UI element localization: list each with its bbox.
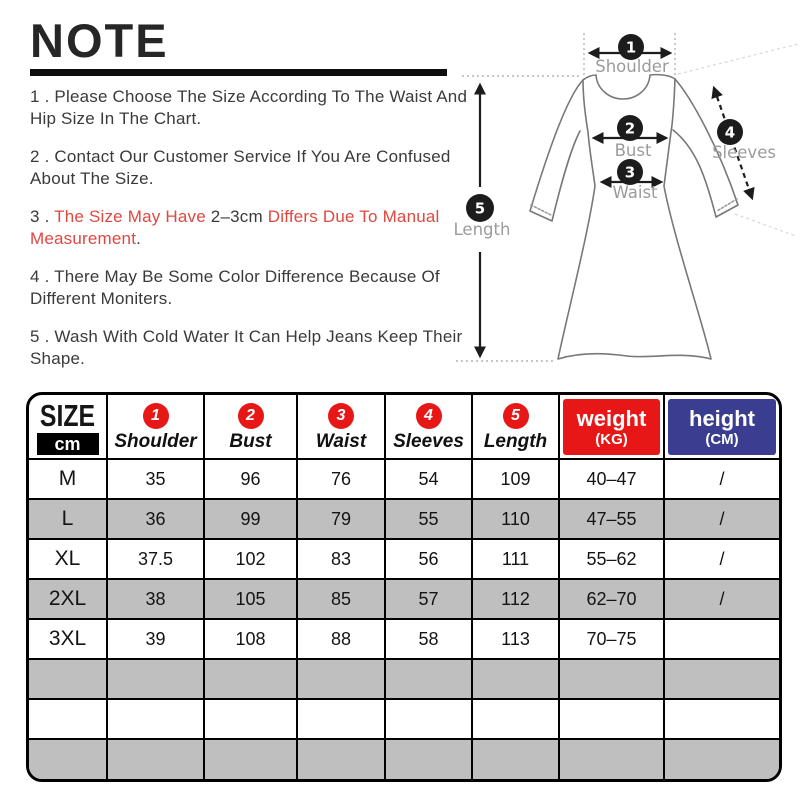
table-cell xyxy=(297,699,385,739)
table-cell: 85 xyxy=(297,579,385,619)
table-cell: 57 xyxy=(385,579,472,619)
table-cell xyxy=(385,699,472,739)
table-cell: 39 xyxy=(107,619,204,659)
table-cell xyxy=(204,659,297,699)
table-cell: 110 xyxy=(472,499,559,539)
table-cell: / xyxy=(664,459,779,499)
note-item-5: 5 . Wash With Cold Water It Can Help Jeans Keep Their Shape. xyxy=(30,327,463,368)
table-cell: 36 xyxy=(107,499,204,539)
weight-header-box: weight (KG) xyxy=(563,399,660,455)
sleeves-label: Sleeves xyxy=(712,143,776,162)
table-cell xyxy=(664,619,779,659)
svg-text:2: 2 xyxy=(624,119,636,138)
table-cell: 56 xyxy=(385,539,472,579)
size-cell: XL xyxy=(29,539,107,579)
note-section xyxy=(30,16,470,386)
table-cell xyxy=(664,659,779,699)
table-cell xyxy=(297,659,385,699)
table-cell xyxy=(385,659,472,699)
table-row xyxy=(29,539,779,579)
col-header-length: 5 Length xyxy=(472,395,559,459)
size-table xyxy=(29,395,779,779)
table-cell: 70–75 xyxy=(559,619,664,659)
table-cell xyxy=(559,659,664,699)
table-cell xyxy=(472,659,559,699)
col-header-weight xyxy=(559,395,664,459)
table-cell xyxy=(472,739,559,779)
bust-label: Bust xyxy=(614,141,652,160)
note-list xyxy=(30,86,470,370)
table-cell xyxy=(107,699,204,739)
table-cell xyxy=(204,739,297,779)
table-cell: 102 xyxy=(204,539,297,579)
note-underline xyxy=(30,69,447,76)
table-cell: 76 xyxy=(297,459,385,499)
table-cell xyxy=(664,739,779,779)
table-cell: 113 xyxy=(472,619,559,659)
svg-text:3: 3 xyxy=(624,163,636,182)
size-cell xyxy=(29,659,107,699)
size-table-head xyxy=(29,395,779,459)
table-cell: 105 xyxy=(204,579,297,619)
dress-measurement-diagram xyxy=(430,0,800,390)
size-cell xyxy=(29,699,107,739)
size-cell: 3XL xyxy=(29,619,107,659)
size-cell: M xyxy=(29,459,107,499)
table-cell: 62–70 xyxy=(559,579,664,619)
size-table-wrap xyxy=(26,392,782,782)
table-row xyxy=(29,699,779,739)
table-cell: / xyxy=(664,539,779,579)
column-number-badge: 2 xyxy=(238,403,264,429)
svg-text:4: 4 xyxy=(724,123,736,142)
svg-text:1: 1 xyxy=(625,38,637,57)
table-cell: / xyxy=(664,499,779,539)
note-item-2: 2 . Contact Our Customer Service If You Are Confused About The Size. xyxy=(30,147,451,188)
table-cell: 47–55 xyxy=(559,499,664,539)
table-cell: 38 xyxy=(107,579,204,619)
table-cell xyxy=(385,739,472,779)
col-header-shoulder: 1 Shoulder xyxy=(107,395,204,459)
table-cell xyxy=(204,699,297,739)
table-cell xyxy=(664,699,779,739)
table-row xyxy=(29,739,779,779)
table-cell xyxy=(472,699,559,739)
note-title: NOTE xyxy=(30,14,169,67)
table-row xyxy=(29,499,779,539)
table-cell: 109 xyxy=(472,459,559,499)
waist-label: Waist xyxy=(612,183,658,202)
table-cell: 40–47 xyxy=(559,459,664,499)
length-label: Length xyxy=(453,220,511,239)
shoulder-label: Shoulder xyxy=(595,57,669,76)
height-header-box: height (CM) xyxy=(668,399,776,455)
table-cell: 79 xyxy=(297,499,385,539)
table-row xyxy=(29,459,779,499)
table-cell: 96 xyxy=(204,459,297,499)
table-row xyxy=(29,579,779,619)
column-number-badge: 3 xyxy=(328,403,354,429)
table-cell xyxy=(559,739,664,779)
table-cell: 83 xyxy=(297,539,385,579)
table-cell: 37.5 xyxy=(107,539,204,579)
table-cell: 108 xyxy=(204,619,297,659)
size-cell: 2XL xyxy=(29,579,107,619)
table-cell: 54 xyxy=(385,459,472,499)
table-cell xyxy=(297,739,385,779)
size-cell: L xyxy=(29,499,107,539)
table-cell: 55 xyxy=(385,499,472,539)
table-cell: 88 xyxy=(297,619,385,659)
table-cell xyxy=(107,739,204,779)
note-item-4: 4 . There May Be Some Color Difference Because Of Different Moniters. xyxy=(30,267,440,308)
table-row xyxy=(29,619,779,659)
col-header-waist: 3 Waist xyxy=(297,395,385,459)
col-header-bust: 2 Bust xyxy=(204,395,297,459)
cm-unit-badge: cm xyxy=(37,433,99,455)
table-cell: 112 xyxy=(472,579,559,619)
table-cell: / xyxy=(664,579,779,619)
table-cell: 111 xyxy=(472,539,559,579)
table-cell xyxy=(559,699,664,739)
table-cell: 58 xyxy=(385,619,472,659)
column-number-badge: 1 xyxy=(143,403,169,429)
col-header-size: SIZE cm xyxy=(29,395,107,459)
svg-text:5: 5 xyxy=(474,199,486,218)
note-item-1: 1 . Please Choose The Size According To The Waist And Hip Size In The Chart. xyxy=(30,87,468,128)
col-header-sleeves: 4 Sleeves xyxy=(385,395,472,459)
note-item-3: 3 . The Size May Have 2–3cm Differs Due To Manual Measurement. xyxy=(30,207,440,248)
size-cell xyxy=(29,739,107,779)
measure-labels xyxy=(454,57,776,239)
table-cell xyxy=(107,659,204,699)
table-row xyxy=(29,659,779,699)
col-header-height xyxy=(664,395,779,459)
table-cell: 99 xyxy=(204,499,297,539)
size-table-body xyxy=(29,459,779,779)
column-number-badge: 4 xyxy=(416,403,442,429)
column-number-badge: 5 xyxy=(503,403,529,429)
table-cell: 35 xyxy=(107,459,204,499)
dress-left-sleeve xyxy=(530,80,583,221)
table-cell: 55–62 xyxy=(559,539,664,579)
